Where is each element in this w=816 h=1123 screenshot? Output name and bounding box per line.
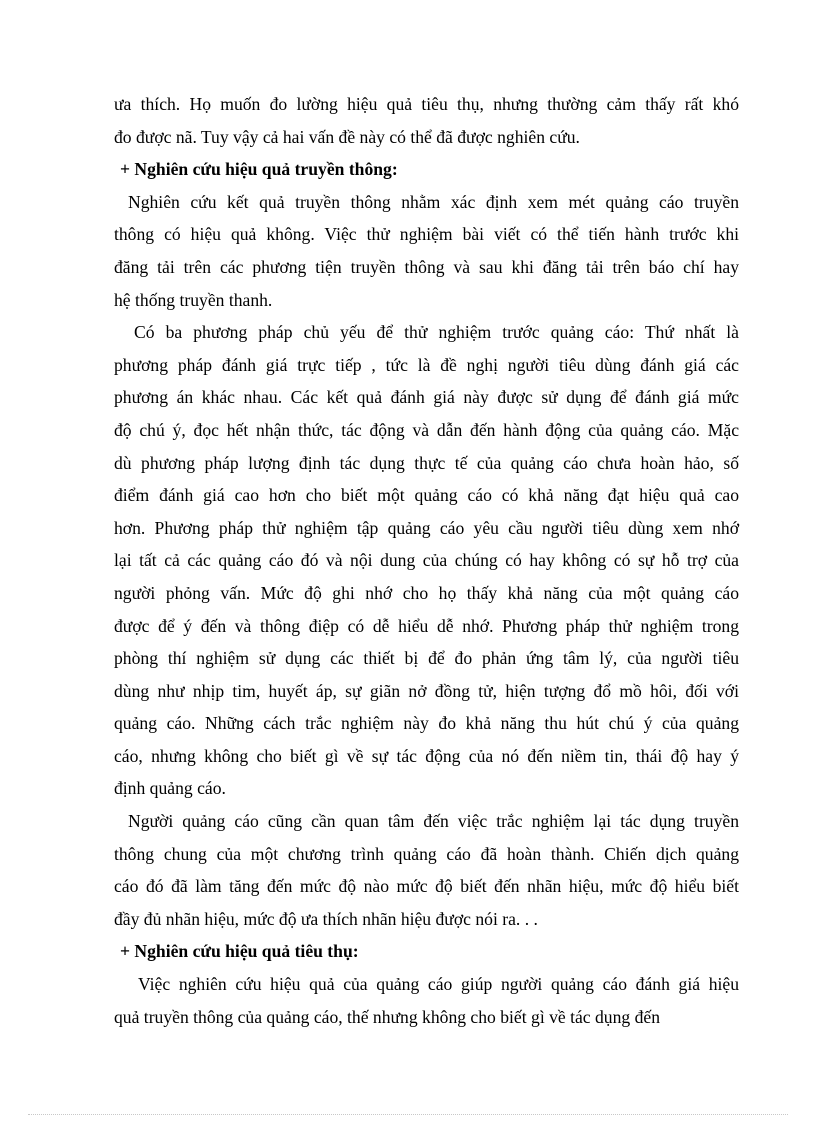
text-line: hơn. Phương pháp thử nghiệm tập quảng cáo yêu cầu người tiêu dùng xem nhớ	[114, 517, 739, 538]
text-line: thông chung của một chương trình quảng cáo đã hoàn thành. Chiến dịch quảng	[114, 843, 739, 864]
text-line: phương pháp đánh giá trực tiếp , tức là đề nghị người tiêu dùng đánh giá các	[114, 354, 739, 375]
text-line: đăng tải trên các phương tiện truyền thông và sau khi đăng tải trên báo chí hay	[114, 256, 739, 277]
text-line: ưa thích. Họ muốn đo lường hiệu quả tiêu thụ, nhưng thường cảm thấy rất khó	[114, 94, 739, 114]
text-line: phương án khác nhau. Các kết quả đánh giá này được sử dụng để đánh giá mức	[114, 387, 739, 408]
section-heading: + Nghiên cứu hiệu quả tiêu thụ:	[120, 941, 359, 962]
text-line: lại tất cả các quảng cáo đó và nội dung của chúng có hay không có sự hỗ trợ của	[114, 550, 739, 571]
text-line: thông có hiệu quả không. Việc thử nghiệm bài viết có thể tiến hành trước khi	[114, 224, 739, 245]
text-line: người phỏng vấn. Mức độ ghi nhớ cho họ thấy khả năng của một quảng cáo	[114, 582, 739, 603]
footer-dotted-rule	[28, 1114, 788, 1115]
document-page	[114, 88, 739, 1033]
text-line: phòng thí nghiệm sử dụng các thiết bị để đo phản ứng tâm lý, của người tiêu	[114, 648, 739, 669]
text-line: hệ thống truyền thanh.	[114, 289, 273, 310]
text-line: cáo, nhưng không cho biết gì về sự tác động của nó đến niềm tin, thái độ hay ý	[114, 745, 739, 766]
text-line: cáo đó đã làm tăng đến mức độ nào mức độ biết đến nhãn hiệu, mức độ hiểu biết	[114, 876, 739, 897]
text-line: được để ý đến và thông điệp có dễ hiểu dễ nhớ. Phương pháp thử nghiệm trong	[114, 615, 739, 636]
text-line: Có ba phương pháp chủ yếu để thử nghiệm trước quảng cáo: Thứ nhất là	[134, 322, 739, 343]
text-line: quả truyền thông của quảng cáo, thế nhưng không cho biết gì về tác dụng đến	[114, 1006, 660, 1027]
section-heading: + Nghiên cứu hiệu quả truyền thông:	[120, 159, 398, 180]
text-line: định quảng cáo.	[114, 778, 226, 799]
text-line: Người quảng cáo cũng cần quan tâm đến việc trắc nghiệm lại tác dụng truyền	[128, 811, 739, 832]
text-line: dùng như nhịp tim, huyết áp, sự giãn nở đồng tử, hiện tượng đổ mồ hôi, đối với	[114, 680, 739, 701]
text-line: Nghiên cứu kết quả truyền thông nhằm xác định xem mét quảng cáo truyền	[128, 191, 739, 212]
text-line: đầy đủ nhãn hiệu, mức độ ưa thích nhãn hiệu được nói ra. . .	[114, 908, 538, 929]
text-line: độ chú ý, đọc hết nhận thức, tác động và dẫn đến hành động của quảng cáo. Mặc	[114, 419, 739, 440]
text-line: Việc nghiên cứu hiệu quả của quảng cáo giúp người quảng cáo đánh giá hiệu	[138, 974, 739, 995]
text-line: quảng cáo. Những cách trắc nghiệm này đo khả năng thu hút chú ý của quảng	[114, 713, 739, 734]
text-line: đo được nã. Tuy vậy cả hai vấn đề này có thể đã được nghiên cứu.	[114, 126, 580, 147]
text-line: điểm đánh giá cao hơn cho biết một quảng cáo có khả năng đạt hiệu quả cao	[114, 485, 739, 506]
text-line: dù phương pháp lượng định tác dụng thực tế của quảng cáo chưa hoàn hảo, số	[114, 452, 739, 473]
